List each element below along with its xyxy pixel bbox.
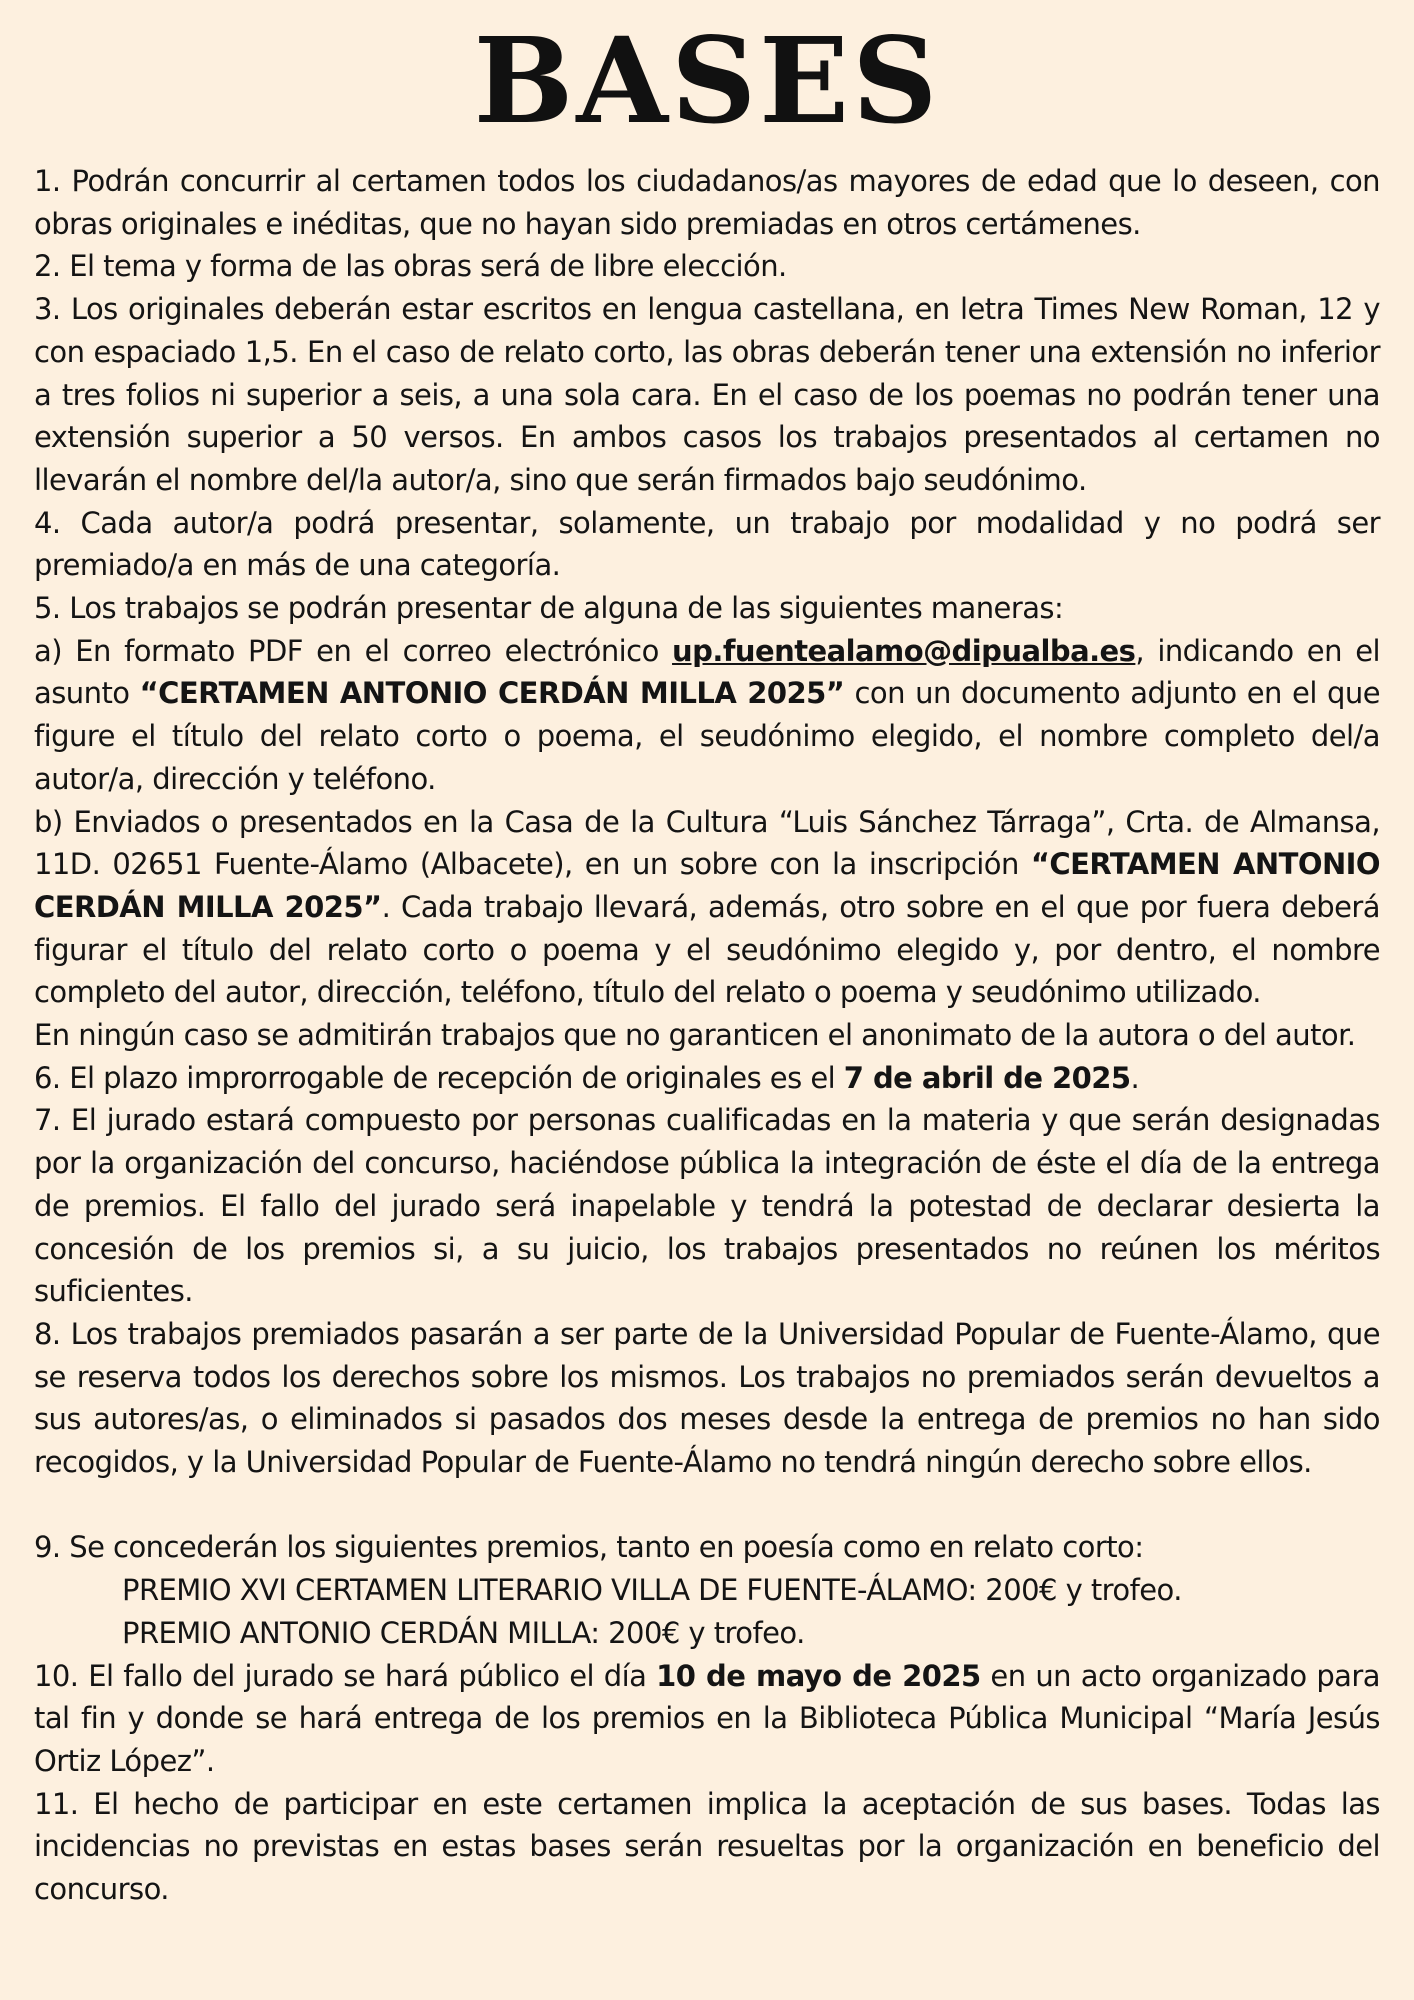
rule-10 — [34, 1655, 1380, 1783]
rules-body — [34, 160, 1380, 1911]
rule-9-prize-1: PREMIO XVI CERTAMEN LITERARIO VILLA DE FUENTE-ÁLAMO: 200€ y trofeo. — [122, 1573, 1182, 1608]
rule-5b-text-2: . Cada trabajo llevará, además, otro sobre en el que por fuera deberá figurar el título del relato corto o poema y el seudónimo elegido y, por dentro, el nombre completo del autor, dirección, teléfono, título del relato o poema y seudónimo utilizado. — [34, 889, 1380, 1010]
rule-10-text-2: en un acto organizado para tal fin y donde se hará entrega de los premios en la Biblioteca Pública Municipal “María Jesús Ortiz López”. — [34, 1658, 1380, 1778]
rule-11: 11. El hecho de participar en este certamen implica la aceptación de sus bases. Todas las incidencias no previstas en estas bases serán resueltas por la organización en beneficio del concurso. — [34, 1786, 1380, 1907]
rule-5a-text-2: , indicando en el asunto — [34, 633, 1381, 711]
rule-6-text-2: . — [1130, 1060, 1140, 1095]
rule-3: 3. Los originales deberán estar escritos en lengua castellana, en letra Times New Roman, 12 y con espaciado 1,5. En el caso de relato corto, las obras deberán tener una extensión no inferior a tres folios ni superior a seis, a una sola cara. En el caso de los poemas no podrán tener una extensión superior a 50 versos. En ambos casos los trabajos presentados al certamen no llevarán el nombre del/la autor/a, sino que serán firmados bajo seudónimo. — [34, 292, 1380, 497]
rule-10-date: 10 de mayo de 2025 — [656, 1658, 981, 1693]
rule-1: 1. Podrán concurrir al certamen todos los ciudadanos/as mayores de edad que lo deseen, con obras originales e inéditas, que no hayan sido premiadas en otros certámenes. — [34, 164, 1380, 241]
rule-6 — [34, 1057, 1380, 1100]
rule-5a — [34, 630, 1380, 801]
rule-5b-text-1: b) Enviados o presentados en la Casa de la Cultura “Luis Sánchez Tárraga”, Crta. de Almansa, 11D. 02651 Fuente-Álamo (Albacete), en un sobre con la inscripción — [34, 804, 1380, 882]
rule-6-text-1: 6. El plazo improrrogable de recepción de originales es el — [34, 1060, 844, 1095]
rule-6-date: 7 de abril de 2025 — [843, 1060, 1131, 1095]
rule-9: 9. Se concederán los siguientes premios, tanto en poesía como en relato corto: — [34, 1530, 1144, 1565]
rule-4: 4. Cada autor/a podrá presentar, solamente, un trabajo por modalidad y no podrá ser premiado/a en más de una categoría. — [34, 505, 1380, 583]
rule-5a-text-1: a) En formato PDF en el correo electrónico — [34, 633, 673, 668]
rule-7: 7. El jurado estará compuesto por personas cualificadas en la materia y que serán designadas por la organización del concurso, haciéndose pública la integración de éste el día de la entrega de premios. El fallo del jurado será inapelable y tendrá la potestad de declarar desierta la concesión de los premios si, a su juicio, los trabajos presentados no reúnen los méritos suficientes. — [34, 1103, 1380, 1309]
rule-5b-subject: “CERTAMEN ANTONIO CERDÁN MILLA 2025” — [34, 847, 1381, 924]
rule-8: 8. Los trabajos premiados pasarán a ser parte de la Universidad Popular de Fuente-Álamo, que se reserva todos los derechos sobre los mismos. Los trabajos no premiados serán devueltos a sus autores/as, o eliminados si pasados dos meses desde la entrega de premios no han sido recogidos, y la Universidad Popular de Fuente-Álamo no tendrá ningún derecho sobre ellos. — [34, 1316, 1380, 1480]
rule-2: 2. El tema y forma de las obras será de libre elección. — [34, 249, 787, 284]
page-title: BASES — [473, 11, 941, 150]
rule-10-text-1: 10. El fallo del jurado se hará público el día — [34, 1658, 657, 1693]
spacer — [34, 1484, 1380, 1527]
rule-5a-text-3: con un documento adjunto en el que figure el título del relato corto o poema, el seudónimo elegido, el nombre completo del/a autor/a, dirección y teléfono. — [34, 676, 1381, 796]
rule-9-prize-2: PREMIO ANTONIO CERDÁN MILLA: 200€ y trofeo. — [122, 1615, 805, 1650]
email-link[interactable]: up.fuentealamo@dipualba.es — [672, 633, 1136, 668]
rule-5b — [34, 801, 1380, 1015]
rule-5a-subject: “CERTAMEN ANTONIO CERDÁN MILLA 2025” — [139, 676, 845, 711]
page — [34, 0, 1380, 2000]
rule-5-note: En ningún caso se admitirán trabajos que no garanticen el anonimato de la autora o del autor. — [34, 1018, 1356, 1053]
rule-5: 5. Los trabajos se podrán presentar de alguna de las siguientes maneras: — [34, 591, 1064, 626]
